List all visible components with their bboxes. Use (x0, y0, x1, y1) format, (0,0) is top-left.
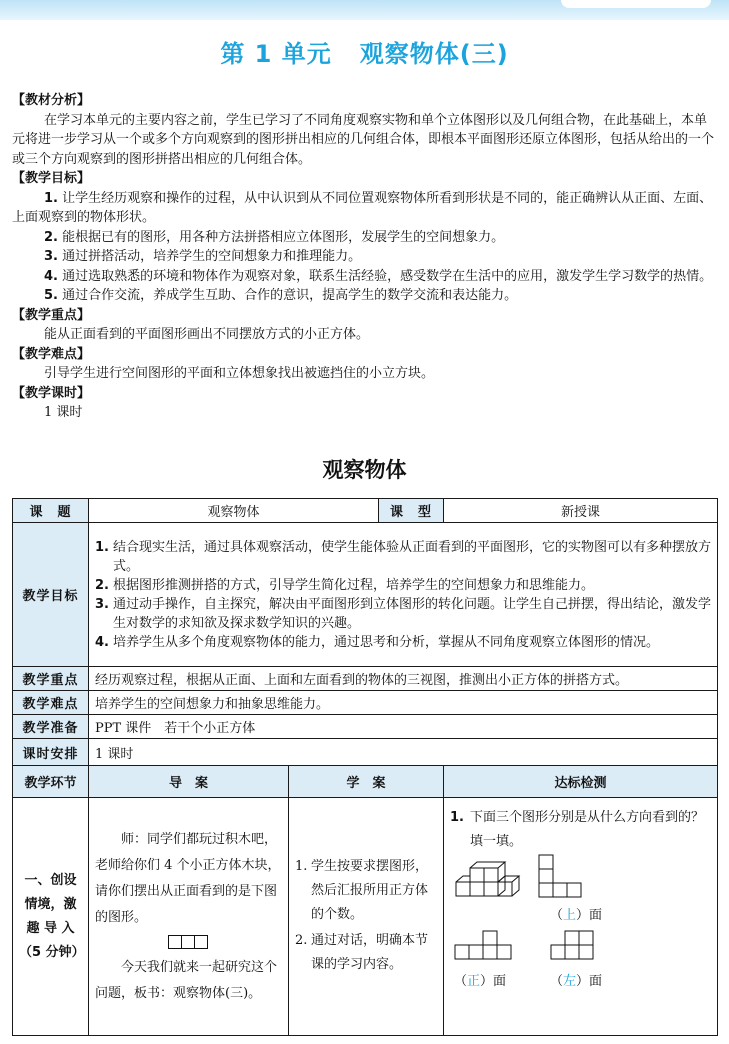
difficulties-text: 引导学生进行空间图形的平面和立体想象找出被遮挡住的小立方块。 (44, 366, 435, 381)
learn-cell (289, 798, 444, 1036)
schedule-value: 1 课时 (89, 739, 718, 766)
unit-name: 观察物体(三) (359, 40, 509, 68)
unit-title (0, 34, 729, 69)
col-stage-header: 教学环节 (13, 766, 89, 798)
learn-item: 1. 学生按要求摆图形，然后汇报所用正方体的个数。 (295, 858, 429, 922)
col-check-header: 达标检测 (444, 766, 718, 798)
goal-item: 4. 培养学生从多个角度观察物体的能力，通过思考和分析，掌握从不同角度观察立体图形的情况。 (95, 634, 660, 650)
view-front-answer: （正）面 (454, 974, 507, 989)
view-top-answer: （上）面 (550, 908, 603, 923)
preparation-value: PPT 课件 若干个小正方体 (89, 715, 718, 739)
guide-cell (89, 798, 289, 1036)
class-hours-text: 1 课时 (44, 405, 83, 420)
goal-item: 1. 让学生经历观察和操作的过程，从中认识到从不同位置观察物体所看到形状是不同的，能正确辨认从正面、左面、上面观察到的物体形状。 (12, 190, 713, 225)
key-points-text: 能从正面看到的平面图形画出不同摆放方式的小正方体。 (44, 327, 370, 342)
teaching-goals-label: 教学目标 (13, 523, 89, 667)
unit-number: 第 1 单元 (220, 40, 332, 68)
key-points-value: 经历观察过程，根据从正面、上面和左面看到的物体的三视图，推测出小正方体的拼搭方式。 (89, 667, 718, 691)
teaching-goals-cell (89, 523, 718, 667)
view-left-figure (550, 930, 596, 962)
difficulties-label: 教学难点 (13, 691, 89, 715)
goal-item: 3. 通过拼搭活动，培养学生的空间想象力和推理能力。 (44, 249, 362, 264)
front-view-figure (95, 935, 282, 949)
lesson-plan-table (12, 498, 718, 1036)
stage-cell: 一、创设 情境，激 趣 导 入 （5 分钟） (13, 798, 89, 1036)
goal-item: 2. 根据图形推测拼搭的方式，引导学生简化过程，培养学生的空间想象力和思维能力。 (95, 577, 595, 593)
lesson-type-value: 新授课 (444, 499, 718, 523)
goal-item: 3. 通过动手操作，自主探究，解决由平面图形到立体图形的转化问题。让学生自己拼摆，得出结论，激发学生对数学的求知欲及探求数学知识的兴趣。 (95, 596, 712, 631)
guide-text: 师：同学们都玩过积木吧，老师给你们 4 个小正方体木块，请你们摆出从正面看到的是下图的图形。 (95, 831, 281, 925)
view-figures (450, 854, 711, 1002)
col-learn-header: 学 案 (289, 766, 444, 798)
lesson-title: 观察物体 (322, 458, 407, 482)
top-decoration-band (0, 0, 729, 20)
check-cell (444, 798, 718, 1036)
cube-stack-figure (454, 860, 528, 904)
view-left-answer: （左）面 (550, 974, 603, 989)
schedule-label: 课时安排 (13, 739, 89, 766)
check-question: 1. 下面三个图形分别是从什么方向看到的？填一填。 (450, 810, 705, 849)
heading-difficulties: 【教学难点】 (12, 346, 91, 362)
learn-item: 2. 通过对话，明确本节课的学习内容。 (295, 932, 429, 972)
topic-value: 观察物体 (89, 499, 379, 523)
guide-text: 今天我们就来一起研究这个问题，板书：观察物体(三)。 (95, 959, 278, 1001)
key-points-label: 教学重点 (13, 667, 89, 691)
view-top-figure (538, 854, 582, 900)
col-guide-header: 导 案 (89, 766, 289, 798)
difficulties-value: 培养学生的空间想象力和抽象思维能力。 (89, 691, 718, 715)
heading-class-hours: 【教学课时】 (12, 385, 91, 401)
goal-item: 4. 通过选取熟悉的环境和物体作为观察对象，联系生活经验，感受数学在生活中的应用，激发学生学习数学的热情。 (44, 268, 713, 284)
unit-analysis (12, 91, 717, 423)
topic-label: 课 题 (13, 499, 89, 523)
lesson-type-label: 课 型 (379, 499, 444, 523)
goal-item: 1. 结合现实生活，通过具体观察活动，使学生能体验从正面看到的平面图形，它的实物图可以有多种摆放方式。 (95, 539, 712, 574)
textbook-analysis-text: 在学习本单元的主要内容之前，学生已学习了不同角度观察实物和单个立体图形以及几何组合物，在此基础上，本单元将进一步学习从一个或多个方向观察到的图形拼出相应的几何组合体，即根本平面图形还原立体图形，包括从给出的一个或三个方向观察到的图形拼搭出相应的几何组合体。 (12, 112, 715, 167)
view-front-figure (454, 930, 512, 962)
heading-textbook-analysis: 【教材分析】 (12, 93, 91, 108)
top-tab (561, 0, 711, 8)
heading-key-points: 【教学重点】 (12, 307, 91, 323)
heading-teaching-goals: 【教学目标】 (12, 171, 91, 186)
goal-item: 2. 能根据已有的图形，用各种方法拼搭相应立体图形，发展学生的空间想象力。 (44, 229, 505, 245)
preparation-label: 教学准备 (13, 715, 89, 739)
goal-item: 5. 通过合作交流，养成学生互助、合作的意识，提高学生的数学交流和表达能力。 (44, 288, 518, 303)
